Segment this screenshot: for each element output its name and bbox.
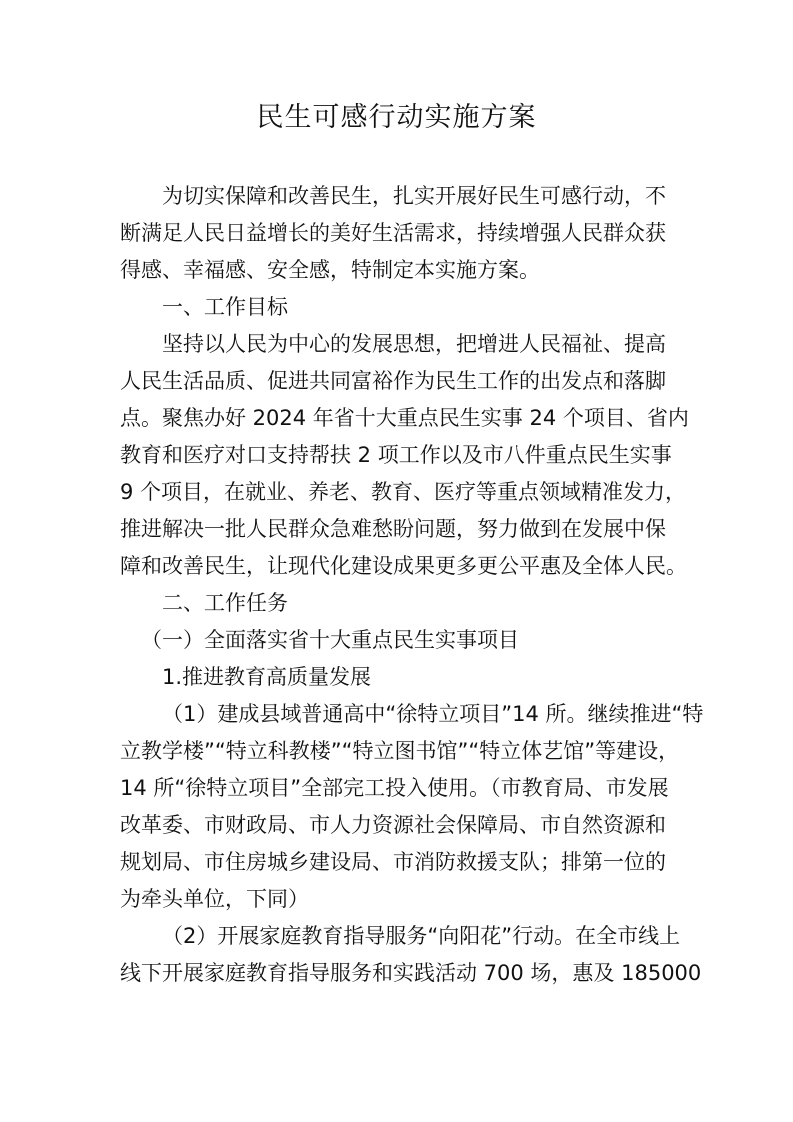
- item-heading: [120, 659, 705, 696]
- intro-paragraph: [120, 178, 705, 289]
- task-item-2: [120, 918, 705, 992]
- text-line: 立教学楼”“特立科教楼”“特立图书馆”“特立体艺馆”等建设，: [120, 739, 680, 763]
- text-line: 点。聚焦办好 2024 年省十大重点民生实事 24 个项目、省内: [120, 406, 689, 430]
- text-line: 规划局、市住房城乡建设局、市消防救援支队；排第一位的: [120, 850, 666, 874]
- text-line: 断满足人民日益增长的美好生活需求，持续增强人民群众获: [120, 221, 666, 245]
- text-line: 为牵头单位，下同）: [120, 887, 309, 911]
- document-title: 民生可感行动实施方案: [256, 102, 537, 133]
- text-line: （1）建成县域普通高中“徐特立项目”14 所。继续推进“特: [162, 702, 704, 726]
- text-line: 1.推进教育高质量发展: [162, 665, 372, 689]
- goals-paragraph: [120, 326, 705, 585]
- text-line: 推进解决一批人民群众急难愁盼问题，努力做到在发展中保: [120, 517, 666, 541]
- document-body: [120, 178, 705, 992]
- text-line: 改革委、市财政局、市人力资源社会保障局、市自然资源和: [120, 813, 666, 837]
- text-line: 9 个项目，在就业、养老、教育、医疗等重点领域精准发力，: [120, 480, 687, 504]
- section-heading-goals: [120, 289, 705, 326]
- text-line: 人民生活品质、促进共同富裕作为民生工作的出发点和落脚: [120, 369, 666, 393]
- subsection-heading: [120, 622, 705, 659]
- text-line: 障和改善民生，让现代化建设成果更多更公平惠及全体人民。: [120, 554, 687, 578]
- text-line: （一）全面落实省十大重点民生实事项目: [141, 628, 519, 652]
- text-line: 一、工作目标: [162, 295, 288, 319]
- text-line: 二、工作任务: [162, 591, 288, 615]
- text-line: 教育和医疗对口支持帮扶 2 项工作以及市八件重点民生实事: [120, 443, 672, 467]
- section-heading-tasks: [120, 585, 705, 622]
- task-item-1: [120, 696, 705, 918]
- text-line: 线下开展家庭教育指导服务和实践活动 700 场，惠及 185000: [120, 961, 702, 985]
- text-line: 为切实保障和改善民生，扎实开展好民生可感行动，不: [162, 184, 666, 208]
- text-line: 坚持以人民为中心的发展思想，把增进人民福祉、提高: [162, 332, 666, 356]
- text-line: 得感、幸福感、安全感，特制定本实施方案。: [120, 258, 540, 282]
- text-line: （2）开展家庭教育指导服务“向阳花”行动。在全市线上: [162, 924, 681, 948]
- text-line: 14 所“徐特立项目”全部完工投入使用。（市教育局、市发展: [120, 776, 669, 800]
